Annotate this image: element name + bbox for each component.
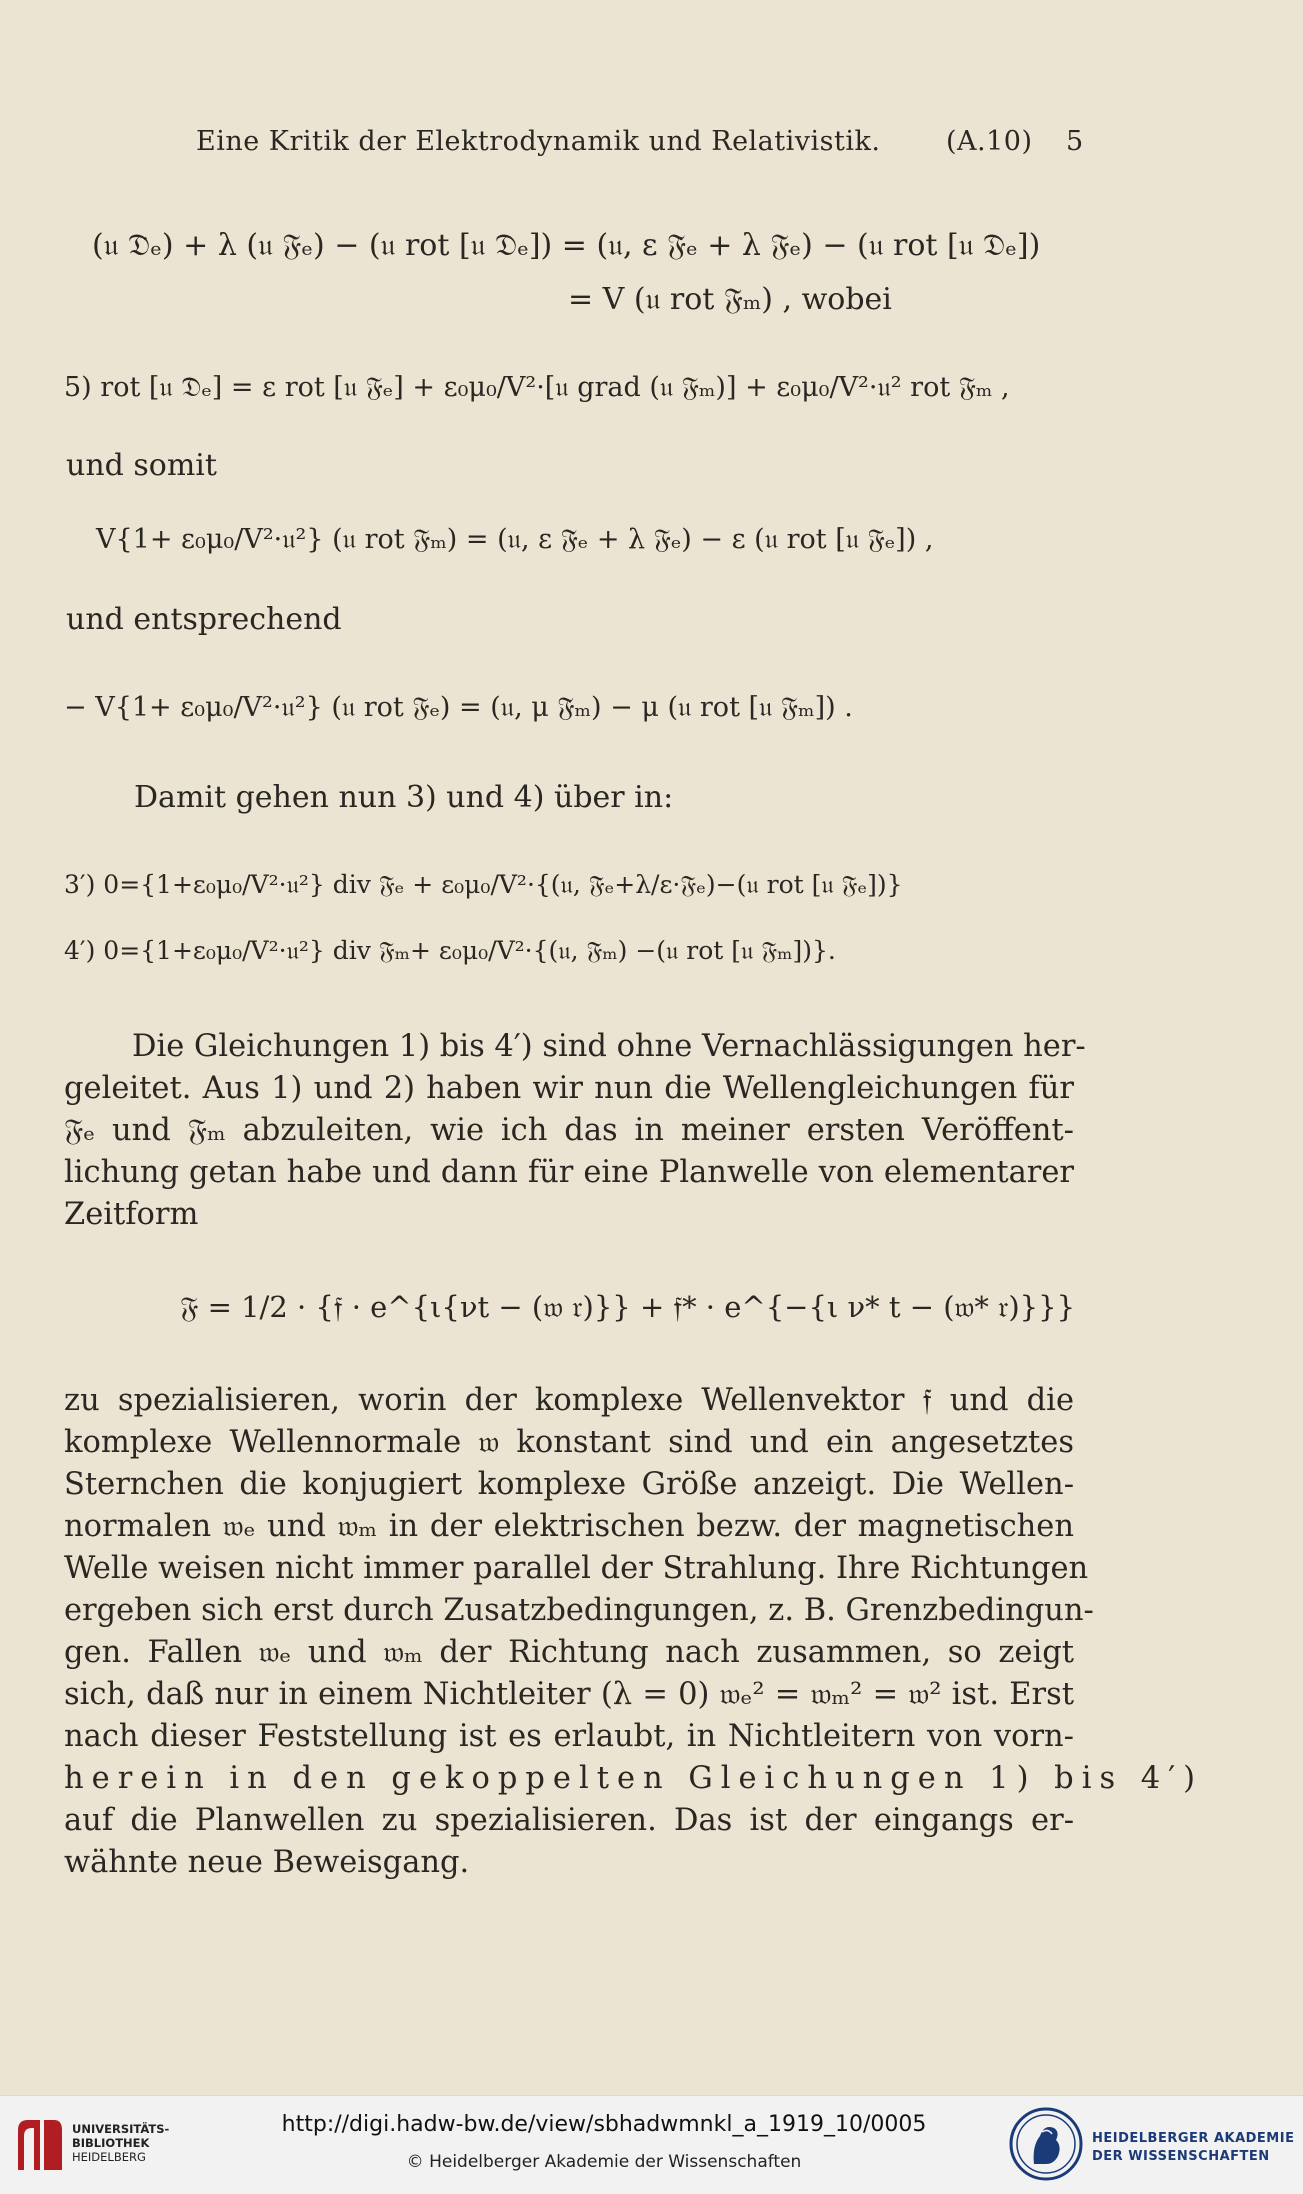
academy-name [1092, 2130, 1294, 2166]
library-name [72, 2122, 169, 2164]
paragraph-line: gen. Fallen 𝔴ₑ und 𝔴ₘ der Richtung nach zusammen, so zeigt [64, 1635, 1074, 1670]
library-emblem-icon [14, 2116, 66, 2174]
paragraph-line: Sternchen die konjugiert komplexe Größe anzeigt. Die Wellen- [64, 1467, 1074, 1502]
paragraph-line: sich, daß nur in einem Nichtleiter (λ = 0) 𝔴ₑ² = 𝔴ₘ² = 𝔴² ist. Erst [64, 1677, 1074, 1712]
permalink-url[interactable]: http://digi.hadw-bw.de/view/sbhadwmnkl_a_1919_10/0005 [281, 2112, 927, 2137]
equation-4-prime: 4′) 0={1+ε₀μ₀/V²·𝔲²} div 𝔉ₘ+ ε₀μ₀/V²·{(𝔲, 𝔉̇ₘ) −(𝔲 rot [𝔲 𝔉ₘ])}. [64, 936, 836, 965]
paragraph-line: Zeitform [64, 1197, 199, 1232]
page-number: 5 [1066, 126, 1084, 157]
header-reference: (A.10) [946, 126, 1033, 157]
text-und-entsprechend: und entsprechend [66, 602, 342, 637]
paragraph-line: ergeben sich erst durch Zusatzbedingungen, z. B. Grenzbedingun- [64, 1593, 1094, 1628]
library-name-line: BIBLIOTHEK [72, 2136, 150, 2150]
equation-line-1: (𝔲 𝔇̇ₑ) + λ (𝔲 𝔉ₑ) − (𝔲 rot [𝔲 𝔇ₑ]) = (𝔲, ε 𝔉̇ₑ + λ 𝔉ₑ) − (𝔲 rot [𝔲 𝔇ₑ]) [92, 228, 1041, 263]
library-name-line: HEIDELBERG [72, 2150, 146, 2164]
academy-logo[interactable] [1008, 2106, 1298, 2184]
paragraph-line: geleitet. Aus 1) und 2) haben wir nun die Wellengleichungen für [64, 1071, 1074, 1106]
academy-name-line: DER WISSENSCHAFTEN [1092, 2149, 1270, 2164]
equation-line-2: = V (𝔲 rot 𝔉ₘ) , wobei [568, 282, 892, 317]
paragraph-line: 𝔉ₑ und 𝔉ₘ abzuleiten, wie ich das in meiner ersten Veröffent- [64, 1113, 1074, 1148]
university-library-logo[interactable] [14, 2110, 174, 2180]
text-damit: Damit gehen nun 3) und 4) über in: [134, 780, 674, 815]
paragraph-line: auf die Planwellen zu spezialisieren. Das ist der eingangs er- [64, 1803, 1074, 1838]
equation-3-prime: 3′) 0={1+ε₀μ₀/V²·𝔲²} div 𝔉ₑ + ε₀μ₀/V²·{(𝔲, 𝔉̇ₑ+λ/ε·𝔉ₑ)−(𝔲 rot [𝔲 𝔉ₑ])} [64, 870, 903, 899]
paragraph-line: nach dieser Feststellung ist es erlaubt, in Nichtleitern von vorn- [64, 1719, 1074, 1754]
equation-rot-fe: − V{1+ ε₀μ₀/V²·𝔲²} (𝔲 rot 𝔉ₑ) = (𝔲, μ 𝔉̇ₘ) − μ (𝔲 rot [𝔲 𝔉ₘ]) . [64, 692, 853, 723]
academy-medallion-icon [1008, 2106, 1084, 2182]
equation-5: 5) rot [𝔲 𝔇ₑ] = ε rot [𝔲 𝔉ₑ] + ε₀μ₀/V²·[𝔲 grad (𝔲 𝔉ₘ)] + ε₀μ₀/V²·𝔲² rot 𝔉ₘ , [64, 372, 1010, 403]
library-name-line: UNIVERSITÄTS- [72, 2122, 170, 2136]
viewer-footer [0, 2095, 1303, 2194]
equation-rot-fm: V{1+ ε₀μ₀/V²·𝔲²} (𝔲 rot 𝔉ₘ) = (𝔲, ε 𝔉̇ₑ + λ 𝔉ₑ) − ε (𝔲 rot [𝔲 𝔉ₑ]) , [96, 524, 934, 555]
paragraph-line: normalen 𝔴ₑ und 𝔴ₘ in der elektrischen bezw. der magnetischen [64, 1509, 1074, 1544]
paragraph-line: zu spezialisieren, worin der komplexe Wellenvektor 𝔣 und die [64, 1383, 1074, 1418]
paragraph-line: lichung getan habe und dann für eine Planwelle von elementarer [64, 1155, 1074, 1190]
text-und-somit: und somit [66, 448, 217, 483]
paragraph-line: Welle weisen nicht immer parallel der Strahlung. Ihre Richtungen [64, 1551, 1089, 1586]
paragraph-line: herein in den gekoppelten Gleichungen 1) bis 4′) [64, 1761, 1204, 1796]
paragraph-line: wähnte neue Beweisgang. [64, 1845, 470, 1880]
header-title: Eine Kritik der Elektrodynamik und Relativistik. [196, 126, 881, 157]
copyright-notice: © Heidelberger Akademie der Wissenschaften [406, 2152, 802, 2172]
paragraph-line: komplexe Wellennormale 𝔴 konstant sind und ein angesetztes [64, 1425, 1074, 1460]
paragraph-line: Die Gleichungen 1) bis 4′) sind ohne Vernachlässigungen her- [132, 1029, 1086, 1064]
equation-planwave: 𝔉 = 1/2 · {𝔣 · e^{ι{νt − (𝔴 𝔯)}} + 𝔣* · e^{−{ι ν* t − (𝔴* 𝔯)}}} [180, 1290, 1076, 1324]
academy-name-line: HEIDELBERGER AKADEMIE [1092, 2131, 1295, 2146]
